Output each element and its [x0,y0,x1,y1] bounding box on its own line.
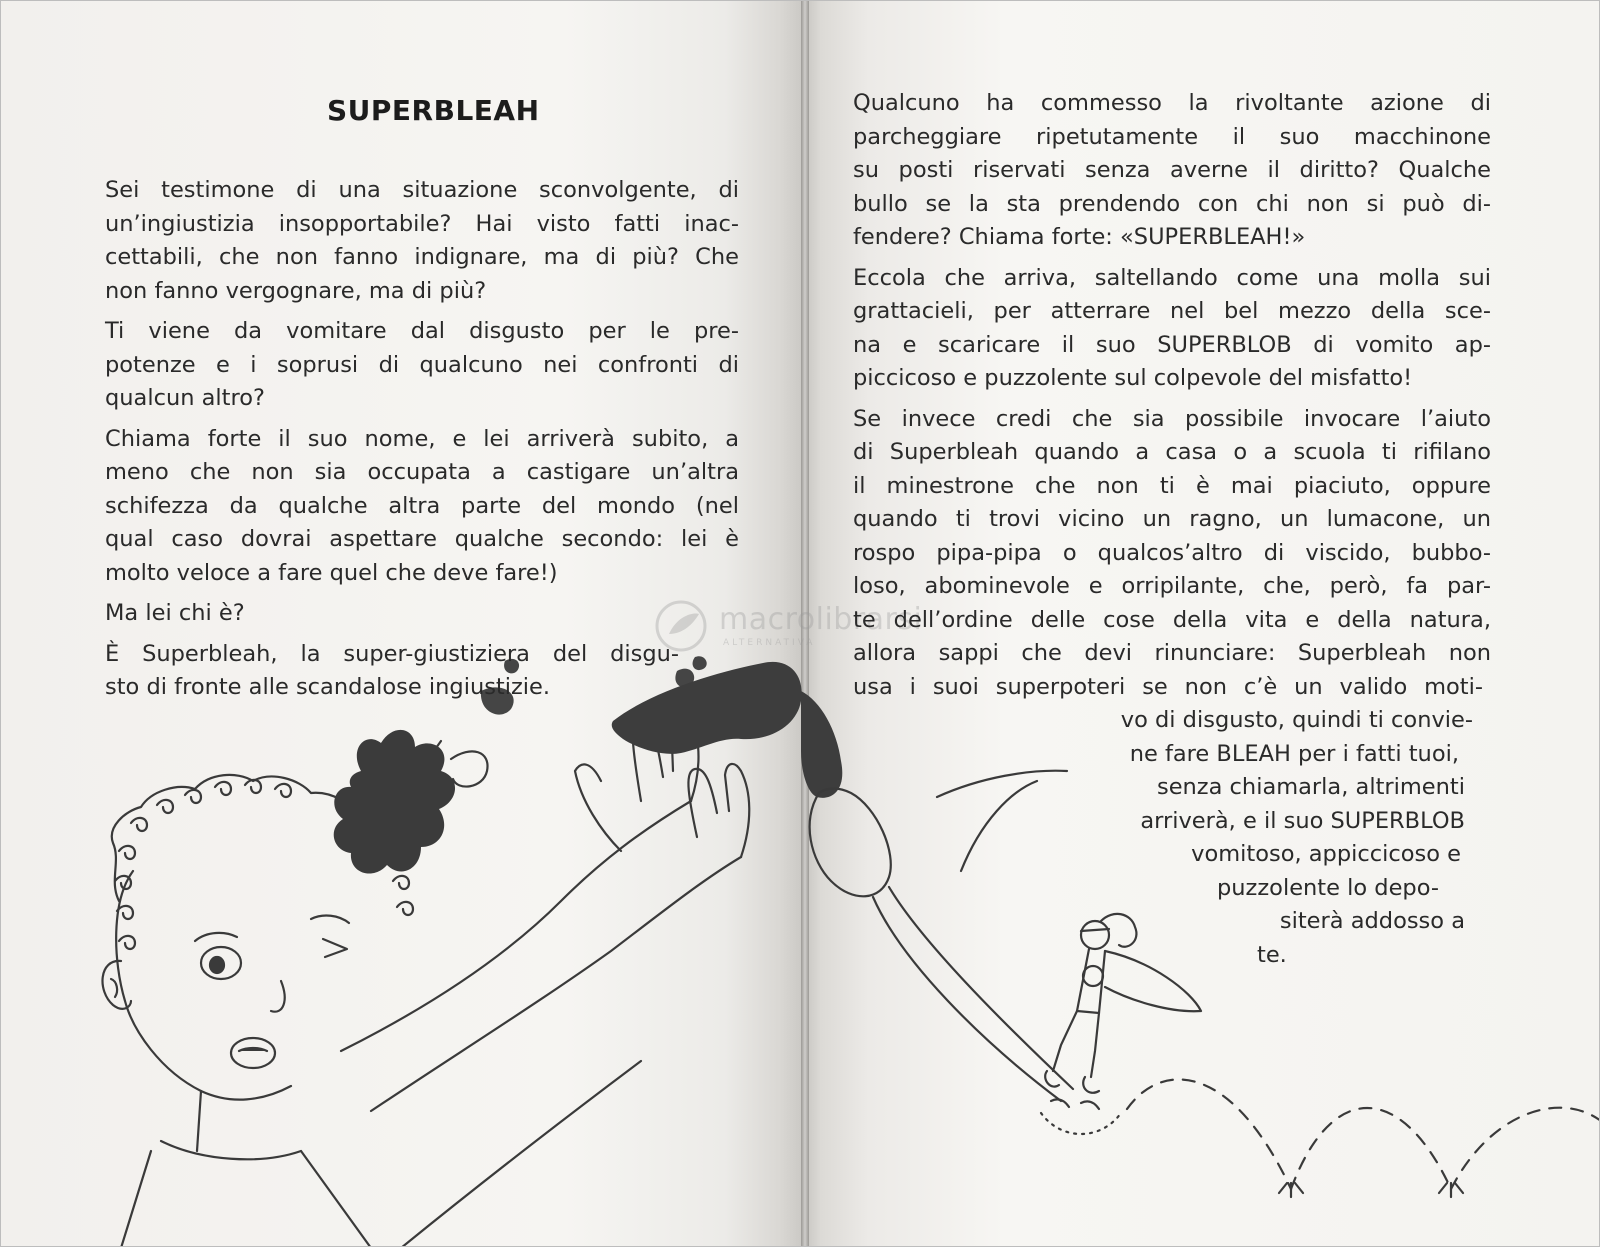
text-line: sto di fronte alle scandalose ingiustizie. [105,674,551,700]
text-line: Se invece credi che sia possibile invocare l’aiuto [853,405,1491,432]
text-line: qual caso dovrai aspettare qualche secondo: lei è [105,526,739,552]
text-line: Eccola che arriva, saltellando come una molla sui [853,264,1491,291]
text-line: il minestrone che non ti è mai piaciuto, oppure [853,472,1491,499]
paragraph [105,174,739,308]
text-line: Qualcuno ha commesso la rivoltante azione di [853,90,1491,116]
text-line: di Superbleah quando a casa o a scuola ti rifilano [853,439,1491,465]
text-line: puzzolente lo depo- [1217,874,1439,901]
paragraph [105,423,739,591]
text-line: quando ti trovi vicino un ragno, un lumacone, un [853,506,1491,532]
text-line: meno che non sia occupata a castigare un’altra [105,459,739,485]
text-line: un’ingiustizia insopportabile? Hai visto fatti inac- [105,210,739,237]
text-line: Ma lei chi è? [105,600,245,626]
text-line: te dell’ordine delle cose della vita e della natura, [853,606,1491,633]
paragraph [853,403,1491,973]
paragraph [105,638,679,705]
text-line: na e scaricare il suo SUPERBLOB di vomito ap- [853,331,1491,358]
left-page-text [105,174,739,712]
text-line: bullo se la sta prendendo con chi non si può di- [853,190,1491,217]
text-line: È Superbleah, la super-giustiziera del disgu- [105,640,679,667]
text-line: siterà addosso a [1279,908,1465,934]
paragraph [105,597,739,631]
text-line: qualcun altro? [105,385,265,411]
text-line: Ti viene da vomitare dal disgusto per le pre- [105,318,739,344]
text-line: allora sappi che devi rinunciare: Superbleah non [853,640,1491,666]
text-line: non fanno vergognare, ma di più? [105,277,487,304]
text-line: te. [1257,941,1287,968]
right-page-text [853,87,1491,979]
text-line: vomitoso, appiccicoso e [1191,841,1461,867]
text-line: vo di disgusto, quindi ti convie- [1120,707,1473,733]
text-line: senza chiamarla, altrimenti [1156,774,1465,800]
text-line: ne fare BLEAH per i fatti tuoi, [1129,740,1459,767]
text-line: loso, abominevole e orripilante, che, però, fa par- [853,573,1491,599]
paragraph [105,315,739,416]
text-line: arriverà, e il suo SUPERBLOB [1140,807,1465,834]
text-line: grattacieli, per atterrare nel bel mezzo della sce- [853,298,1491,324]
watermark-brand: macrolibrarsi [719,602,923,637]
text-line: schifezza da qualche altra parte del mondo (nel [105,492,739,519]
paragraph [853,262,1491,396]
text-line: Chiama forte il suo nome, e lei arriverà subito, a [105,425,739,452]
text-line: molto veloce a fare quel che deve fare!) [105,559,558,586]
text-line: Sei testimone di una situazione sconvolgente, di [105,177,739,203]
paragraph [853,87,1491,255]
text-line: parcheggiare ripetutamente il suo macchinone [853,123,1491,150]
watermark-tagline: ALTERNATIVA [723,638,816,648]
text-line: piccicoso e puzzolente sul colpevole del misfatto! [853,365,1413,391]
text-line: usa i suoi superpoteri se non c’è un valido moti- [853,673,1483,700]
text-line: su posti riservati senza averne il diritto? Qualche [853,157,1491,183]
text-line: rospo pipa-pipa o qualcos’altro di viscido, bubbo- [853,539,1491,566]
text-line: cettabili, che non fanno indignare, ma di più? Che [105,244,739,270]
text-line: potenze e i soprusi di qualcuno nei confronti di [105,351,739,378]
text-line: fendere? Chiama forte: «SUPERBLEAH!» [853,224,1306,250]
page-title: SUPERBLEAH [327,94,540,127]
